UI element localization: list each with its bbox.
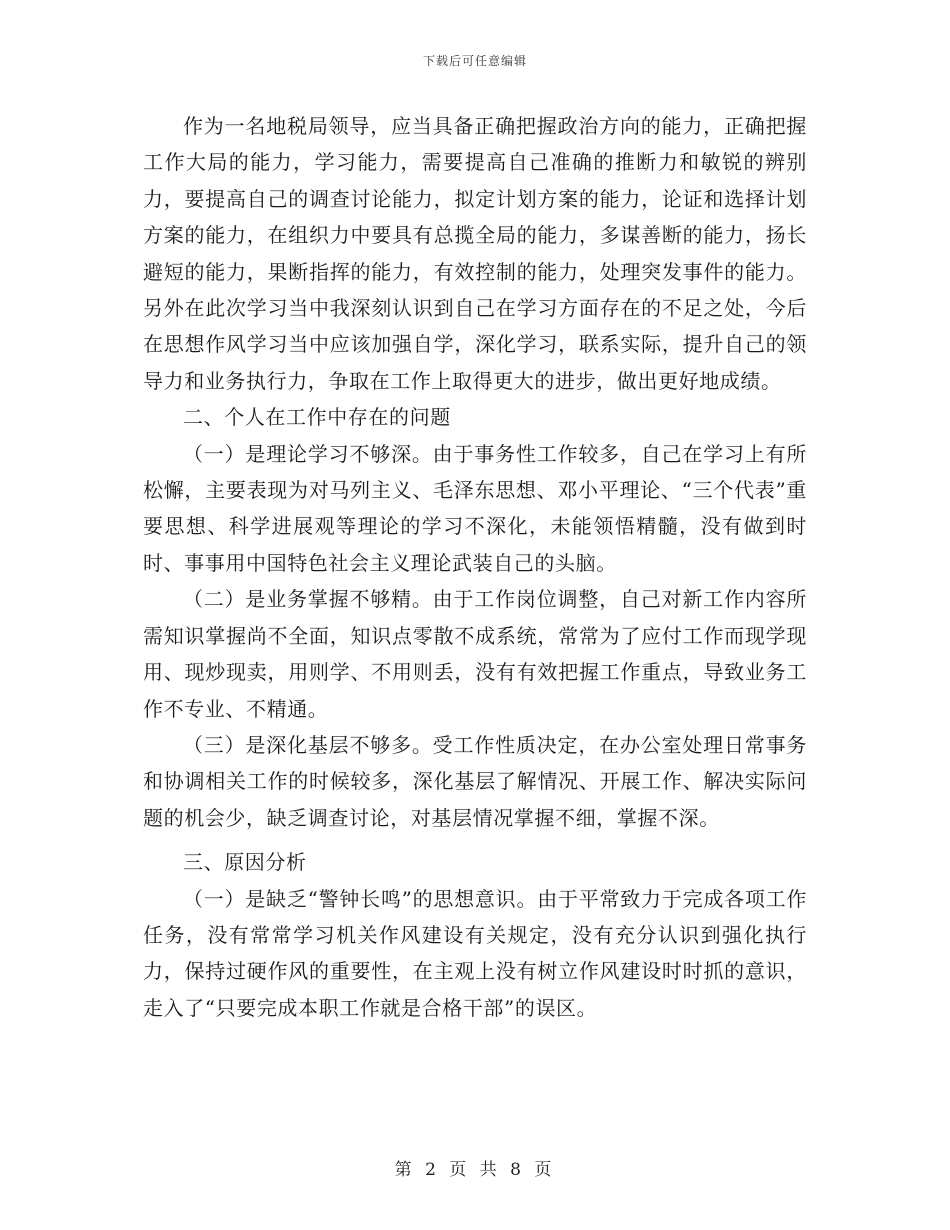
- paragraph-problem-business: （二）是业务掌握不够精。由于工作岗位调整，自己对新工作内容所需知识掌握尚不全面，知识点零散不成系统，常常为了应付工作而现学现用、现炒现卖，用则学、不用则丢，没有有效把握工作重点，导致业务工作不专业、不精通。: [143, 587, 807, 721]
- page-number-footer: 第 2 页 共 8 页: [394, 1160, 556, 1180]
- paragraph-leadership-abilities: 作为一名地税局领导，应当具备正确把握政治方向的能力，正确把握工作大局的能力，学习能力，需要提高自己准确的推断力和敏锐的辨别力，要提高自己的调查讨论能力，拟定计划方案的能力，论证和选择计划方案的能力，在组织力中要具有总揽全局的能力，多谋善断的能力，扬长避短的能力，果断指挥的能力，有效控制的能力，处理突发事件的能力。另外在此次学习当中我深刻认识到自己在学习方面存在的不足之处，今后在思想作风学习当中应该加强自学，深化学习，联系实际，提升自己的领导力和业务执行力，争取在工作上取得更大的进步，做出更好地成绩。: [143, 114, 807, 393]
- paragraph-problem-grassroots: （三）是深化基层不够多。受工作性质决定，在办公室处理日常事务和协调相关工作的时候较多，深化基层了解情况、开展工作、解决实际问题的机会少，缺乏调查讨论，对基层情况掌握不细，掌握不深。: [143, 732, 807, 830]
- section-heading-cause-analysis: 三、原因分析: [183, 850, 307, 875]
- paragraph-cause-awareness: （一）是缺乏“警钟长鸣”的思想意识。由于平常致力于完成各项工作任务，没有常常学习机关作风建设有关规定，没有充分认识到强化执行力，保持过硬作风的重要性，在主观上没有树立作风建设时时抓的意识，走入了“只要完成本职工作就是合格干部”的误区。: [143, 886, 807, 1020]
- page-header: 下载后可任意编辑: [422, 54, 527, 68]
- paragraph-problem-theory: （一）是理论学习不够深。由于事务性工作较多，自己在学习上有所松懈，主要表现为对马列主义、毛泽东思想、邓小平理论、“三个代表”重要思想、科学进展观等理论的学习不深化，未能领悟精髓，没有做到时时、事事用中国特色社会主义理论武装自己的头脑。: [143, 441, 807, 575]
- section-heading-problems: 二、个人在工作中存在的问题: [183, 405, 451, 430]
- document-body: [143, 108, 807, 1026]
